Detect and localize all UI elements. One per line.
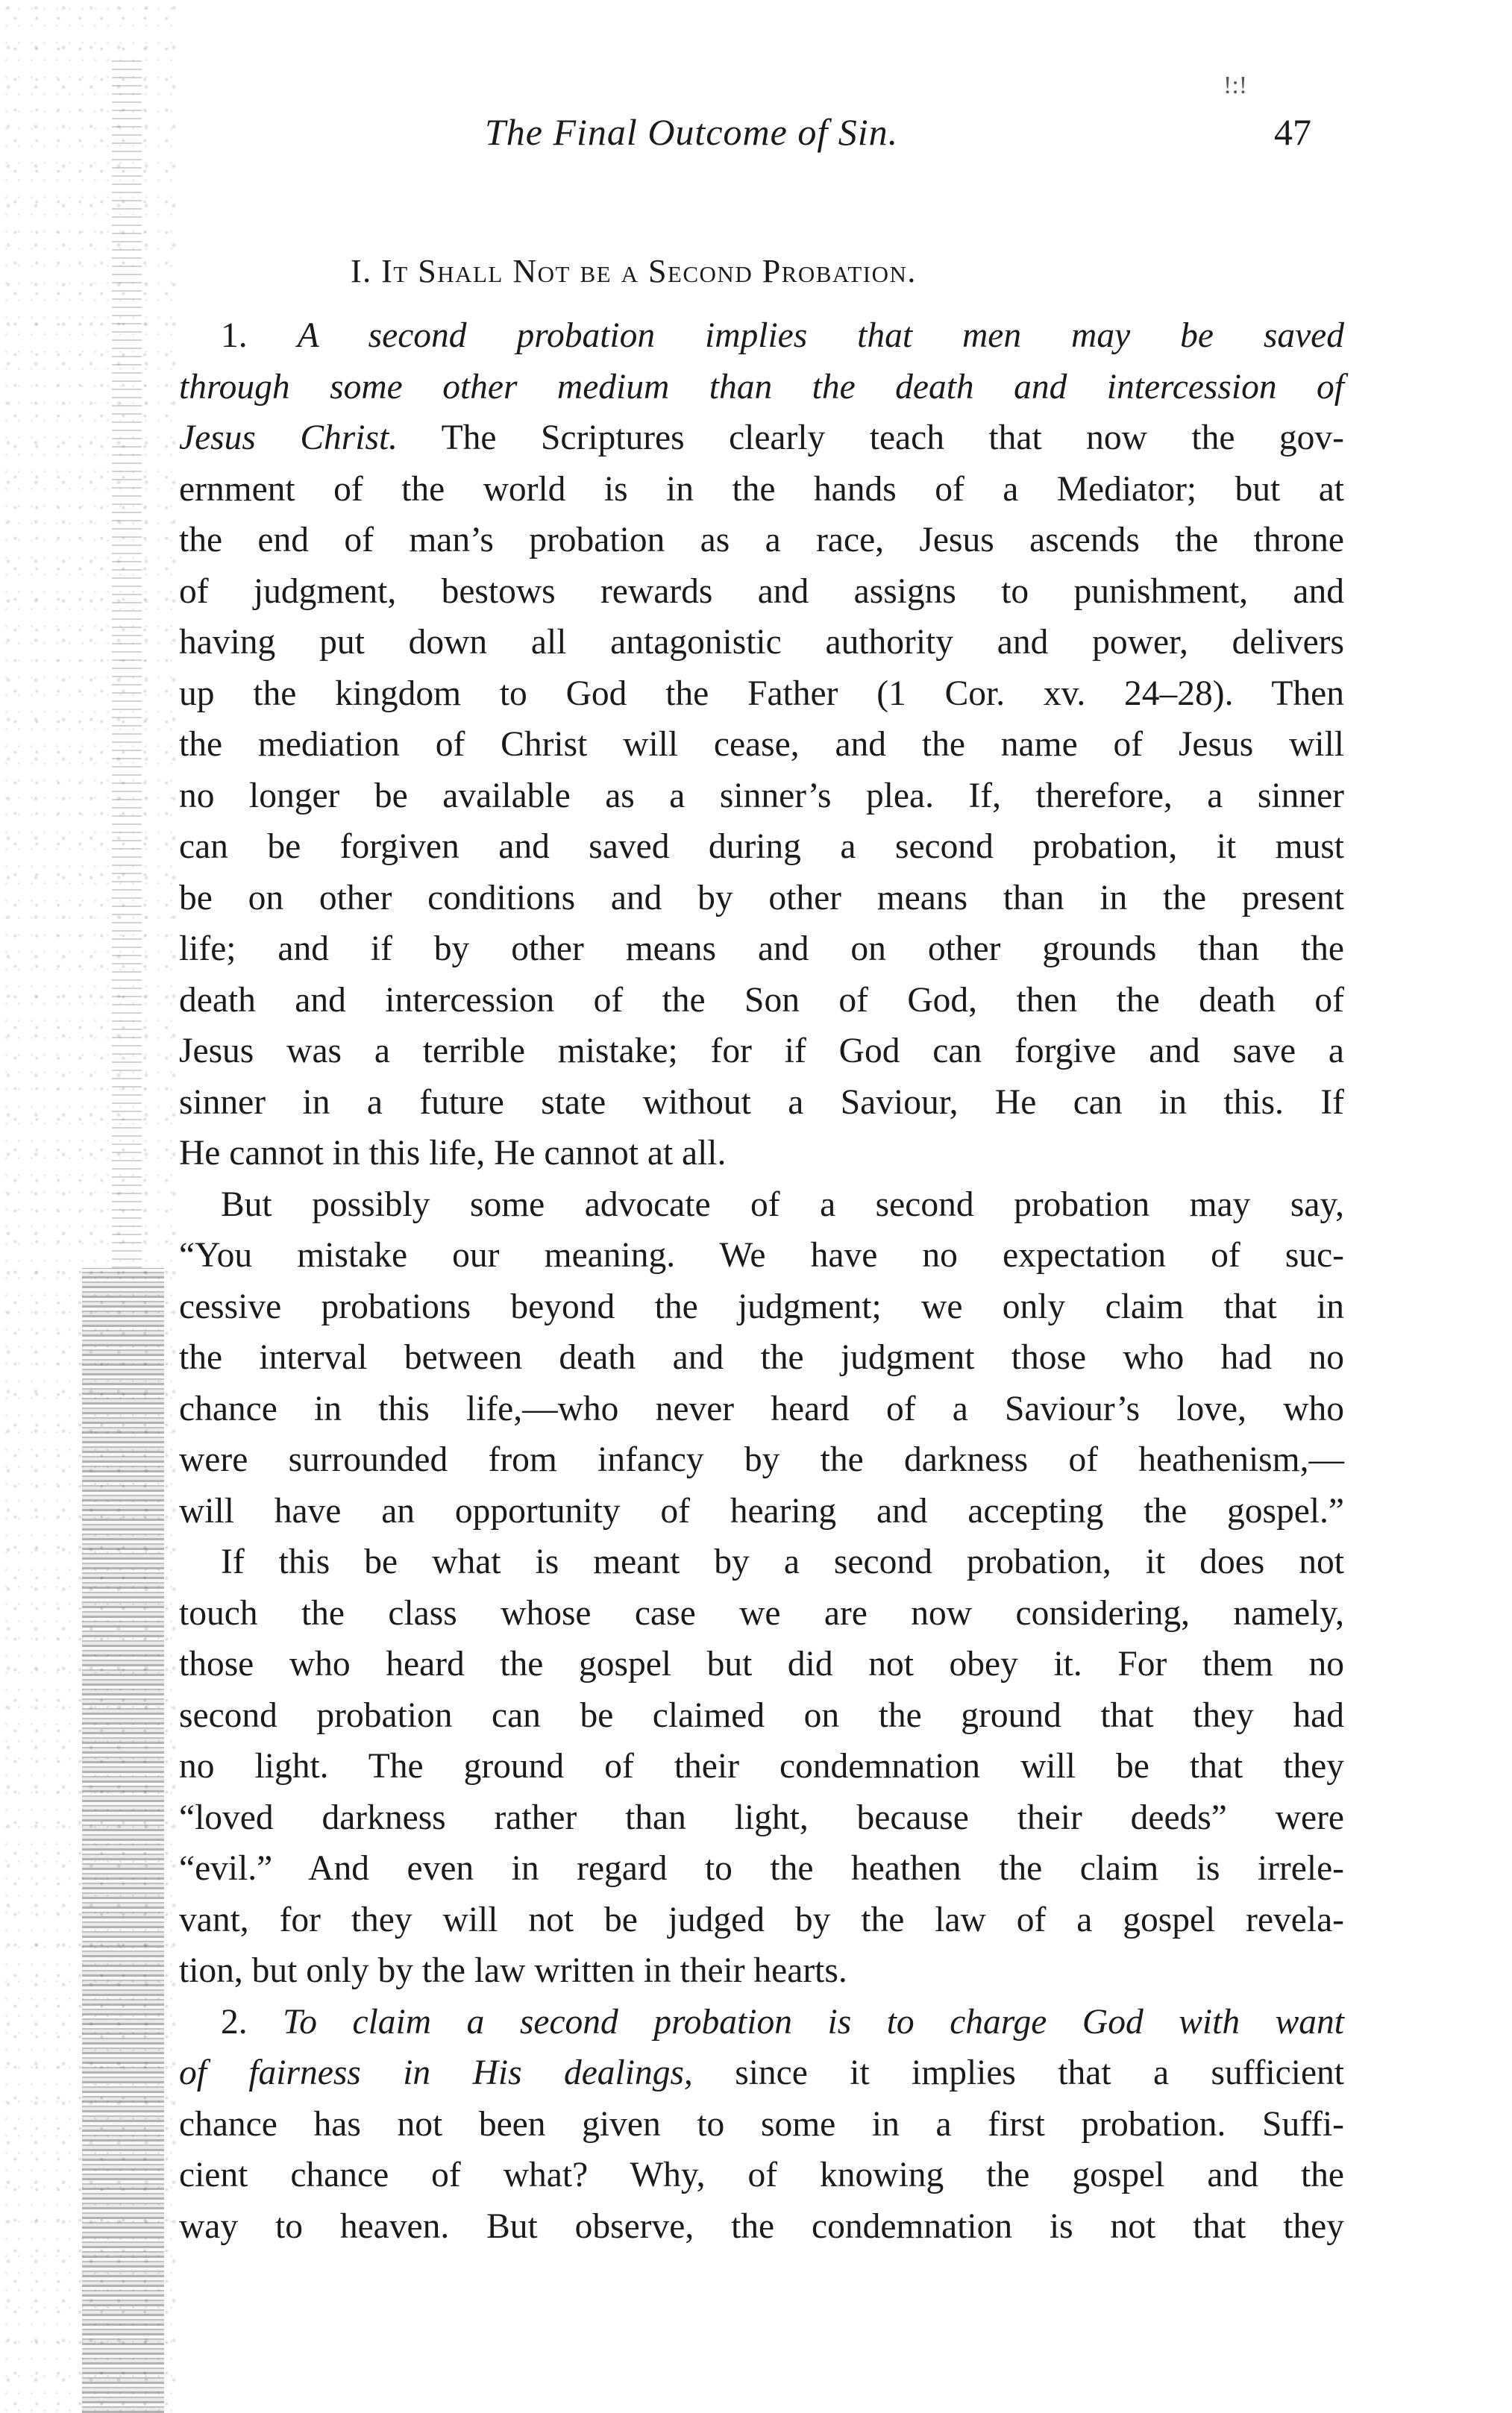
body-line: the mediation of Christ will cease, and the name of Jesus will (179, 725, 1344, 764)
body-line: second probation can be claimed on the ground that they had (179, 1695, 1344, 1735)
body-line-italic: Jesus Christ. (179, 418, 398, 457)
body-line: cient chance of what? Why, of knowing the gospel and the (179, 2156, 1344, 2194)
body-line: “You mistake our meaning. We have no expectation of suc- (179, 1236, 1344, 1275)
page-binding-dark-edge (82, 1268, 164, 2413)
body-line: “evil.” And even in regard to the heathen the claim is irrele- (179, 1849, 1344, 1888)
body-line (179, 412, 1344, 464)
body-line: Jesus was a terrible mistake; for if God can forgive and save a (179, 1032, 1344, 1070)
body-line-italic: A second probation implies that men may be saved (297, 316, 1344, 355)
paragraph-number: 1. (221, 316, 298, 355)
body-line: up the kingdom to God the Father (1 Cor. xv. 24–28). Then (179, 674, 1344, 713)
body-line (179, 362, 1344, 413)
stray-print-mark: !:! (1223, 72, 1248, 99)
body-line: those who heard the gospel but did not obey it. For them no (179, 1645, 1344, 1684)
body-line: sinner in a future state without a Saviour, He can in this. If (179, 1082, 1344, 1122)
body-line-rest: since it implies that a sufficient (692, 2053, 1344, 2092)
body-line-italic: of fairness in His dealings, (179, 2053, 693, 2092)
body-line: can be forgiven and saved during a second probation, it must (179, 827, 1344, 866)
body-line: were surrounded from infancy by the darkness of heathenism,— (179, 1440, 1344, 1479)
body-line: He cannot in this life, He cannot at all. (179, 1134, 727, 1173)
body-line: of judgment, bestows rewards and assigns to punishment, and (179, 571, 1344, 611)
section-heading-label: I. It Shall Not be a Second Probation. (351, 253, 917, 289)
body-line-italic: To claim a second probation is to charge God with want (283, 2002, 1344, 2042)
body-line: life; and if by other means and on other grounds than the (179, 929, 1344, 968)
body-line-rest: The Scriptures clearly teach that now the gov- (398, 418, 1345, 457)
body-line: If this be what is meant by a second probation, it does not (221, 1543, 1344, 1581)
body-line: “loved darkness rather than light, because their deeds” were (179, 1798, 1344, 1837)
body-line: will have an opportunity of hearing and accepting the gospel.” (179, 1491, 1344, 1531)
body-line: chance in this life,—who never heard of a Saviour’s love, who (179, 1389, 1344, 1428)
page-binding-texture (112, 60, 142, 1268)
running-title: The Final Outcome of Sin. (485, 111, 899, 153)
body-line (179, 1997, 1344, 2048)
body-line: ernment of the world is in the hands of a Mediator; but at (179, 469, 1344, 509)
body-line: death and intercession of the Son of God, then the death of (179, 980, 1344, 1020)
body-line: cessive probations beyond the judgment; we only claim that in (179, 1287, 1344, 1326)
body-line (179, 310, 1344, 362)
body-line: touch the class whose case we are now considering, namely, (179, 1593, 1344, 1633)
section-heading-text (351, 252, 917, 290)
body-line: way to heaven. But observe, the condemnation is not that they (179, 2206, 1344, 2246)
body-line: vant, for they will not be judged by the law of a gospel revela- (179, 1900, 1344, 1939)
body-line-italic: through some other medium than the death and intercession of (179, 367, 1344, 407)
body-line: having put down all antagonistic authority and power, delivers (179, 623, 1344, 662)
body-line: no longer be available as a sinner’s plea. If, therefore, a sinner (179, 776, 1344, 815)
body-text (179, 310, 1344, 2252)
body-line (179, 2048, 1344, 2099)
body-line: no light. The ground of their condemnation will be that they (179, 1747, 1344, 1786)
body-line: the end of man’s probation as a race, Jesus ascends the throne (179, 521, 1344, 559)
body-line: But possibly some advocate of a second probation may say, (221, 1184, 1344, 1224)
paragraph-number: 2. (221, 2002, 283, 2042)
body-line: be on other conditions and by other means than in the present (179, 878, 1344, 917)
running-header (0, 110, 1512, 170)
body-line: the interval between death and the judgment those who had no (179, 1338, 1344, 1377)
body-line: chance has not been given to some in a first probation. Suffi- (179, 2104, 1344, 2144)
body-line: tion, but only by the law written in their hearts. (179, 1951, 847, 1990)
page-number: 47 (1274, 111, 1311, 153)
